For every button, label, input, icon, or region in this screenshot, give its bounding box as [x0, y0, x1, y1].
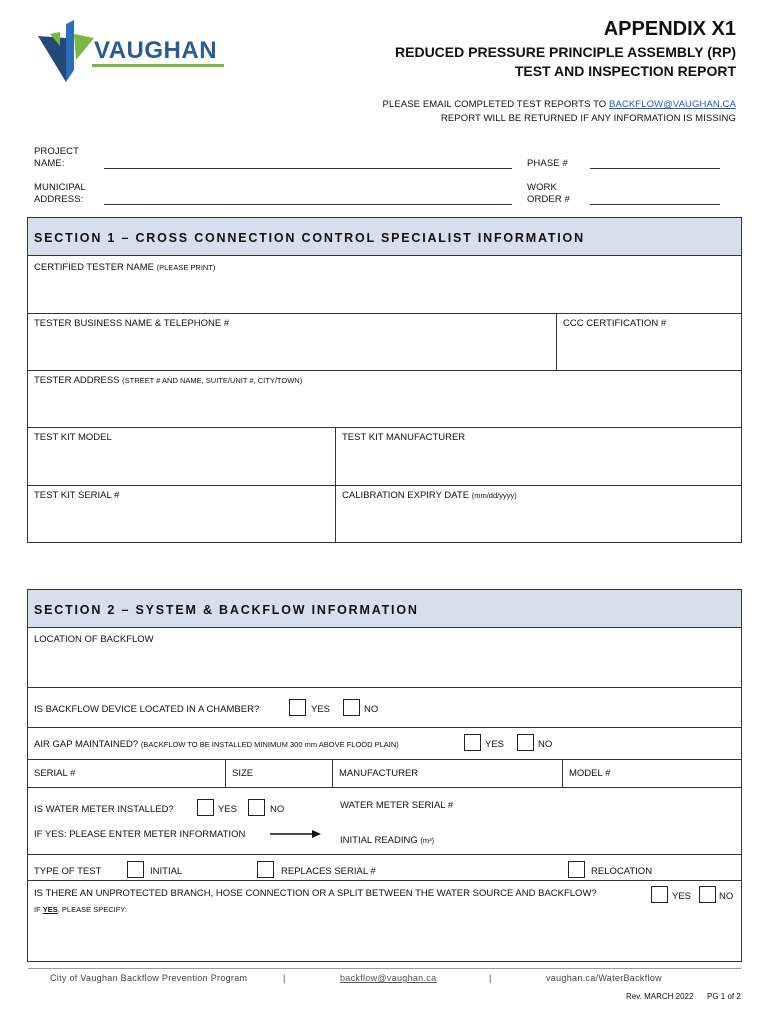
test-kit-manufacturer-label: TEST KIT MANUFACTURER: [342, 432, 466, 443]
footer-email-link[interactable]: backflow@vaughan.ca: [340, 973, 437, 983]
initial-checkbox[interactable]: [127, 861, 144, 878]
section2-title: SECTION 2 – SYSTEM & BACKFLOW INFORMATION: [34, 603, 419, 617]
certified-tester-name-label: [34, 262, 215, 273]
municipal-address-label: [34, 182, 86, 206]
air-gap-no-label: NO: [538, 739, 553, 750]
calibration-expiry-label: [342, 490, 517, 501]
s1-vdivider-ccc: [556, 313, 557, 370]
size-label: SIZE: [232, 768, 254, 779]
missing-info-notice: REPORT WILL BE RETURNED IF ANY INFORMATION IS MISSING: [440, 113, 736, 124]
tester-name-note: (PLEASE PRINT): [156, 263, 216, 272]
test-kit-serial-field[interactable]: [28, 504, 334, 541]
air-gap-question: [34, 739, 399, 750]
footer-rule: [28, 968, 741, 969]
footer-separator-1: |: [283, 973, 286, 983]
initial-reading-text: INITIAL READING: [340, 835, 418, 846]
tester-address-note: (STREET # AND NAME, SUITE/UNIT #, CITY/TOWN): [122, 376, 303, 385]
air-gap-text: AIR GAP MAINTAINED?: [34, 739, 139, 750]
tester-name-text: CERTIFIED TESTER NAME: [34, 262, 154, 273]
branch-no-checkbox[interactable]: [699, 886, 716, 903]
ccc-certification-label: CCC CERTIFICATION #: [563, 318, 667, 329]
water-meter-serial-label: WATER METER SERIAL #: [340, 800, 454, 811]
chamber-question: IS BACKFLOW DEVICE LOCATED IN A CHAMBER?: [34, 704, 260, 715]
test-kit-manufacturer-field[interactable]: [337, 446, 740, 484]
calibration-note: (mm/dd/yyyy): [471, 491, 517, 500]
replaces-serial-checkbox[interactable]: [257, 861, 274, 878]
chamber-no-checkbox[interactable]: [343, 699, 360, 716]
ccc-certification-field[interactable]: [558, 332, 740, 369]
section2-header: [28, 590, 741, 628]
appendix-title: APPENDIX X1: [603, 18, 736, 40]
meter-yes-label: YES: [218, 804, 238, 815]
air-gap-yes-label: YES: [485, 739, 505, 750]
location-of-backflow-field[interactable]: [28, 648, 741, 686]
if-yes-specify-label: [34, 905, 127, 914]
work-label-line1: WORK: [527, 182, 557, 193]
specify-text: , PLEASE SPECIFY:: [57, 905, 127, 914]
initial-label: INITIAL: [150, 866, 183, 877]
branch-yes-label: YES: [672, 891, 692, 902]
tester-business-label: TESTER BUSINESS NAME & TELEPHONE #: [34, 318, 230, 329]
type-of-test-label: TYPE OF TEST: [34, 866, 102, 877]
vaughan-logo-mark-icon: [36, 20, 98, 82]
meter-yes-checkbox[interactable]: [197, 799, 214, 816]
s2-vdivider-mfr: [332, 759, 333, 787]
address-label-line1: MUNICIPAL: [34, 182, 86, 193]
form-title-line1: REDUCED PRESSURE PRINCIPLE ASSEMBLY (RP): [395, 44, 736, 60]
project-name-label: [34, 146, 79, 170]
branch-yes-checkbox[interactable]: [651, 886, 668, 903]
air-gap-no-checkbox[interactable]: [517, 734, 534, 751]
vaughan-logo: [36, 20, 236, 82]
meter-no-checkbox[interactable]: [248, 799, 265, 816]
address-label-line2: ADDRESS:: [34, 194, 84, 205]
chamber-yes-label: YES: [311, 704, 331, 715]
backflow-email-link[interactable]: BACKFLOW@VAUGHAN.CA: [609, 99, 736, 110]
certified-tester-name-field[interactable]: [28, 275, 741, 313]
air-gap-note: (BACKFLOW TO BE INSTALLED MINIMUM 300 mm ABOVE FLOOD PLAIN): [140, 740, 399, 749]
air-gap-yes-checkbox[interactable]: [464, 734, 481, 751]
unprotected-branch-specify-field[interactable]: [28, 917, 741, 961]
tester-address-field[interactable]: [28, 388, 741, 426]
project-label-line1: PROJECT: [34, 146, 80, 157]
section1-title: SECTION 1 – CROSS CONNECTION CONTROL SPECIALIST INFORMATION: [34, 231, 585, 245]
branch-no-label: NO: [719, 891, 734, 902]
s2-divider-5: [28, 854, 741, 855]
s1-divider-1: [28, 313, 741, 314]
unprotected-branch-question: IS THERE AN UNPROTECTED BRANCH, HOSE CONNECTION OR A SPLIT BETWEEN THE WATER SOURCE AND BACKFLOW?: [34, 888, 597, 899]
if-yes-word: YES: [42, 905, 58, 914]
footer-web-link[interactable]: vaughan.ca/WaterBackflow: [546, 973, 662, 983]
municipal-address-field[interactable]: [104, 204, 512, 205]
relocation-checkbox[interactable]: [568, 861, 585, 878]
serial-label: SERIAL #: [34, 768, 76, 779]
logo-underline: [92, 64, 224, 67]
s2-divider-1: [28, 687, 741, 688]
vaughan-logo-text: VAUGHAN: [94, 37, 218, 64]
initial-reading-unit: (m³): [420, 836, 435, 845]
tester-address-text: TESTER ADDRESS: [34, 375, 120, 386]
if-yes-meter-info: IF YES: PLEASE ENTER METER INFORMATION: [34, 829, 246, 840]
s1-divider-2: [28, 370, 741, 371]
relocation-label: RELOCATION: [591, 866, 653, 877]
replaces-serial-label: REPLACES SERIAL #: [281, 866, 376, 877]
s2-divider-3: [28, 759, 741, 760]
s2-divider-2: [28, 727, 741, 728]
section1-header: [28, 218, 741, 256]
footer-separator-2: |: [489, 973, 492, 983]
if-text: IF: [34, 905, 43, 914]
calibration-expiry-field[interactable]: [337, 504, 740, 541]
footer-page-number: PG 1 of 2: [707, 992, 741, 1001]
arrow-right-icon: [270, 829, 322, 839]
water-meter-question: IS WATER METER INSTALLED?: [34, 804, 174, 815]
s1-divider-4: [28, 485, 741, 486]
work-order-field[interactable]: [590, 204, 720, 205]
phase-field[interactable]: [590, 168, 720, 169]
footer-program: City of Vaughan Backflow Prevention Program: [50, 973, 248, 983]
project-name-field[interactable]: [104, 168, 512, 169]
meter-no-label: NO: [270, 804, 285, 815]
tester-address-label: [34, 375, 302, 386]
email-notice: [383, 99, 736, 110]
model-label: MODEL #: [569, 768, 611, 779]
chamber-yes-checkbox[interactable]: [289, 699, 306, 716]
project-label-line2: NAME:: [34, 158, 65, 169]
initial-reading-label: [340, 835, 434, 846]
tester-business-field[interactable]: [28, 332, 556, 369]
test-kit-model-field[interactable]: [28, 446, 334, 484]
test-kit-model-label: TEST KIT MODEL: [34, 432, 112, 443]
work-order-label: [527, 182, 570, 206]
manufacturer-label: MANUFACTURER: [339, 768, 419, 779]
s2-divider-6: [28, 880, 741, 881]
s2-divider-4: [28, 787, 741, 788]
location-of-backflow-label: LOCATION OF BACKFLOW: [34, 634, 154, 645]
calibration-text: CALIBRATION EXPIRY DATE: [342, 490, 470, 501]
chamber-no-label: NO: [364, 704, 379, 715]
phase-label: PHASE #: [527, 158, 568, 169]
s1-divider-3: [28, 427, 741, 428]
form-title-line2: TEST AND INSPECTION REPORT: [514, 63, 736, 79]
work-label-line2: ORDER #: [527, 194, 570, 205]
s2-vdivider-model: [562, 759, 563, 787]
footer-revision: Rev. MARCH 2022: [626, 992, 694, 1001]
s2-vdivider-size: [225, 759, 226, 787]
email-notice-text: PLEASE EMAIL COMPLETED TEST REPORTS TO: [382, 99, 610, 110]
test-kit-serial-label: TEST KIT SERIAL #: [34, 490, 120, 501]
